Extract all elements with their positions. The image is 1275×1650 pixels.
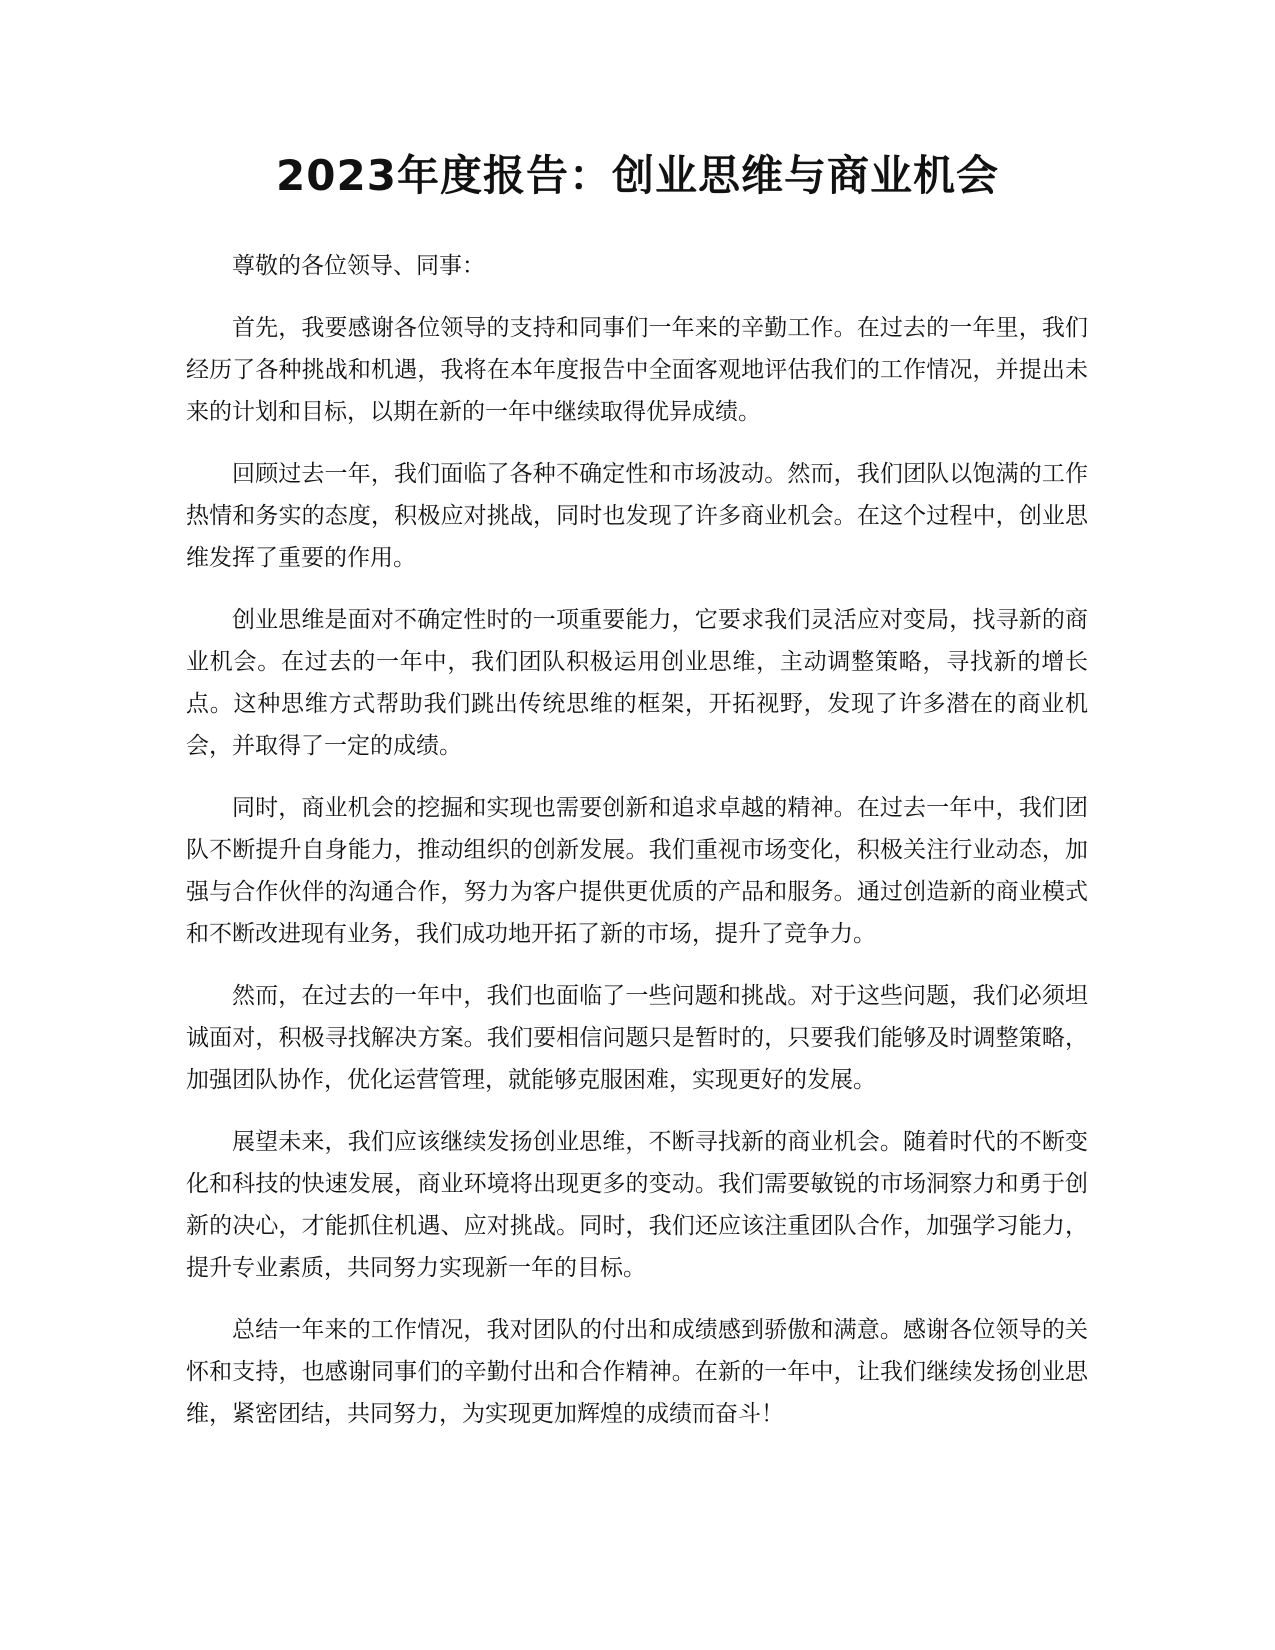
paragraph: 总结一年来的工作情况，我对团队的付出和成绩感到骄傲和满意。感谢各位领导的关怀和支持，也感谢同事们的辛勤付出和合作精神。在新的一年中，让我们继续发扬创业思维，紧密团结，共同努力，为实现更加辉煌的成绩而奋斗！	[186, 1317, 1088, 1427]
paragraph: 首先，我要感谢各位领导的支持和同事们一年来的辛勤工作。在过去的一年里，我们经历了各种挑战和机遇，我将在本年度报告中全面客观地评估我们的工作情况，并提出未来的计划和目标，以期在新的一年中继续取得优异成绩。	[186, 315, 1088, 425]
paragraph: 创业思维是面对不确定性时的一项重要能力，它要求我们灵活应对变局，找寻新的商业机会。在过去的一年中，我们团队积极运用创业思维，主动调整策略，寻找新的增长点。这种思维方式帮助我们跳出传统思维的框架，开拓视野，发现了许多潜在的商业机会，并取得了一定的成绩。	[186, 607, 1088, 759]
greeting: 尊敬的各位领导、同事：	[232, 253, 485, 279]
paragraph: 回顾过去一年，我们面临了各种不确定性和市场波动。然而，我们团队以饱满的工作热情和务实的态度，积极应对挑战，同时也发现了许多商业机会。在这个过程中，创业思维发挥了重要的作用。	[186, 461, 1088, 571]
document-title: 2023年度报告：创业思维与商业机会	[276, 151, 999, 200]
paragraph: 同时，商业机会的挖掘和实现也需要创新和追求卓越的精神。在过去一年中，我们团队不断提升自身能力，推动组织的创新发展。我们重视市场变化，积极关注行业动态，加强与合作伙伴的沟通合作，努力为客户提供更优质的产品和服务。通过创造新的商业模式和不断改进现有业务，我们成功地开拓了新的市场，提升了竞争力。	[186, 795, 1088, 947]
paragraph: 展望未来，我们应该继续发扬创业思维，不断寻找新的商业机会。随着时代的不断变化和科技的快速发展，商业环境将出现更多的变动。我们需要敏锐的市场洞察力和勇于创新的决心，才能抓住机遇、应对挑战。同时，我们还应该注重团队合作，加强学习能力，提升专业素质，共同努力实现新一年的目标。	[186, 1129, 1088, 1281]
document-body	[186, 245, 1088, 1455]
paragraph: 然而，在过去的一年中，我们也面临了一些问题和挑战。对于这些问题，我们必须坦诚面对，积极寻找解决方案。我们要相信问题只是暂时的，只要我们能够及时调整策略，加强团队协作，优化运营管理，就能够克服困难，实现更好的发展。	[186, 983, 1088, 1093]
